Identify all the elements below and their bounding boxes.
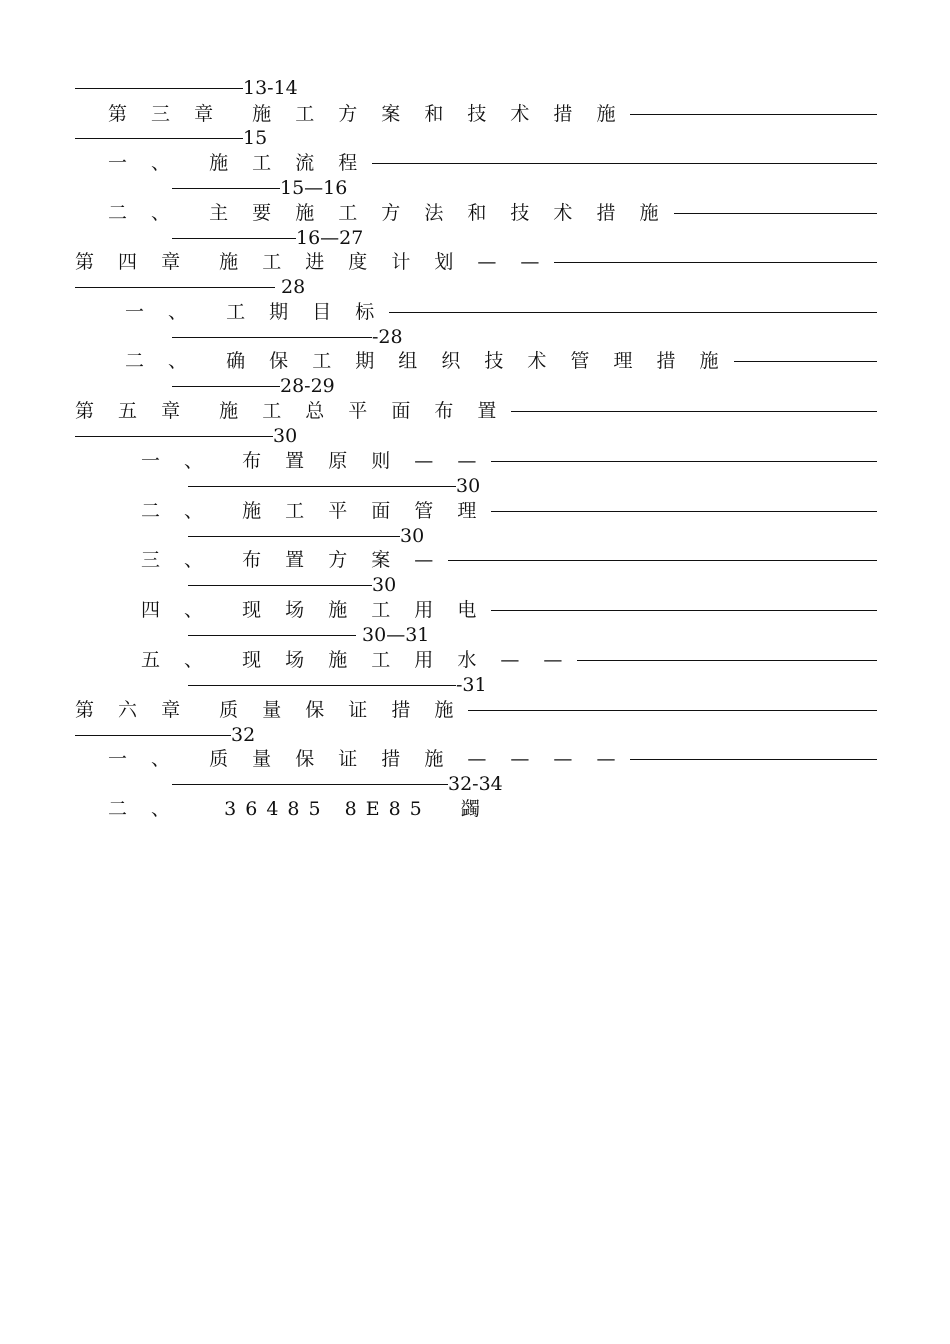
toc-entry[interactable] xyxy=(125,349,877,373)
toc-entry-label: 第 五 章 施 工 总 平 面 布 置 xyxy=(75,400,506,422)
toc-entry[interactable] xyxy=(75,250,877,274)
toc-continuation-line xyxy=(75,424,297,448)
toc-entry[interactable] xyxy=(141,598,877,622)
toc-entry-label: 一 、 布 置 原 则 — — xyxy=(141,450,486,472)
toc-entry-label: 五 、 现 场 施 工 用 水 — — xyxy=(141,649,572,671)
leader-dashes xyxy=(734,361,877,362)
toc-entry-label: 二 、 施 工 平 面 管 理 xyxy=(141,500,486,522)
toc-continuation-line xyxy=(172,374,335,398)
page-number: 15—16 xyxy=(280,177,348,199)
toc-continuation-line xyxy=(172,325,403,349)
toc-entry[interactable] xyxy=(141,449,877,473)
page-number: 30 xyxy=(273,425,298,447)
toc-entry[interactable] xyxy=(108,797,877,821)
page-number: 28 xyxy=(275,276,306,298)
toc-entry[interactable] xyxy=(141,499,877,523)
toc-entry[interactable] xyxy=(125,300,877,324)
leader-dashes xyxy=(188,635,356,636)
leader-dashes xyxy=(554,262,877,263)
toc-continuation-line xyxy=(172,226,363,250)
leader-dashes xyxy=(188,536,400,537)
leader-dashes xyxy=(172,188,280,189)
leader-dashes xyxy=(448,560,877,561)
leader-dashes xyxy=(491,511,877,512)
toc-continuation-line xyxy=(188,524,424,548)
toc-continuation-line xyxy=(188,673,487,697)
toc-entry[interactable] xyxy=(108,747,877,771)
page-number: 30 xyxy=(400,525,425,547)
toc-entry-label: 二 、 确 保 工 期 组 织 技 术 管 理 措 施 xyxy=(125,350,728,372)
toc-entry[interactable] xyxy=(108,102,877,126)
toc-entry-label: 第 六 章 质 量 保 证 措 施 xyxy=(75,699,463,721)
page-number: 32 xyxy=(231,724,256,746)
leader-dashes xyxy=(172,238,296,239)
toc-entry-label: 第 四 章 施 工 进 度 计 划 — — xyxy=(75,251,549,273)
toc-entry[interactable] xyxy=(141,548,877,572)
toc-continuation-line xyxy=(172,772,503,796)
leader-dashes xyxy=(491,461,877,462)
leader-dashes xyxy=(491,610,877,611)
toc-entry-label: 一 、 施 工 流 程 xyxy=(108,152,367,174)
leader-dashes xyxy=(468,710,877,711)
toc-entry[interactable] xyxy=(108,151,877,175)
page-number: 30—31 xyxy=(356,624,430,646)
toc-entry-label: 一 、 工 期 目 标 xyxy=(125,301,384,323)
leader-dashes xyxy=(75,138,243,139)
toc-entry[interactable] xyxy=(141,648,877,672)
toc-entry-label: 三 、 布 置 方 案 — xyxy=(141,549,443,571)
toc-entry-label: 二 、 36485 8E85 蠲 xyxy=(108,798,489,820)
toc-entry-label: 四 、 现 场 施 工 用 电 xyxy=(141,599,486,621)
leader-dashes xyxy=(389,312,877,313)
toc-entry-label: 二 、 主 要 施 工 方 法 和 技 术 措 施 xyxy=(108,202,668,224)
leader-dashes xyxy=(630,114,877,115)
page-number: 30 xyxy=(456,475,481,497)
toc-continuation-line xyxy=(75,275,305,299)
toc-entry[interactable] xyxy=(75,698,877,722)
toc-continuation-line xyxy=(75,126,267,150)
leader-dashes xyxy=(75,88,243,89)
toc-continuation-line xyxy=(75,723,255,747)
toc-entry[interactable] xyxy=(108,201,877,225)
page-number: -31 xyxy=(456,674,487,696)
leader-dashes xyxy=(674,213,877,214)
page-number: 32-34 xyxy=(448,773,503,795)
toc-continuation-line xyxy=(188,623,429,647)
leader-dashes xyxy=(372,163,877,164)
page-number: 16—27 xyxy=(296,227,364,249)
toc-entry-label: 一 、 质 量 保 证 措 施 — — — — xyxy=(108,748,625,770)
leader-dashes xyxy=(630,759,877,760)
toc-continuation-line xyxy=(172,176,347,200)
page-number: 30 xyxy=(372,574,397,596)
page-number: -28 xyxy=(372,326,403,348)
toc-continuation-line xyxy=(75,76,298,100)
leader-dashes xyxy=(188,585,372,586)
leader-dashes xyxy=(172,337,372,338)
leader-dashes xyxy=(75,436,273,437)
page-number: 15 xyxy=(243,127,268,149)
leader-dashes xyxy=(511,411,877,412)
page-number: 13-14 xyxy=(243,77,298,99)
leader-dashes xyxy=(75,287,275,288)
leader-dashes xyxy=(577,660,877,661)
toc-continuation-line xyxy=(188,573,396,597)
toc-entry[interactable] xyxy=(75,399,877,423)
page-number: 28-29 xyxy=(280,375,335,397)
leader-dashes xyxy=(172,784,448,785)
toc-entry-label: 第 三 章 施 工 方 案 和 技 术 措 施 xyxy=(108,103,625,125)
leader-dashes xyxy=(172,386,280,387)
toc-continuation-line xyxy=(188,474,480,498)
leader-dashes xyxy=(188,685,456,686)
leader-dashes xyxy=(188,486,456,487)
leader-dashes xyxy=(75,735,231,736)
